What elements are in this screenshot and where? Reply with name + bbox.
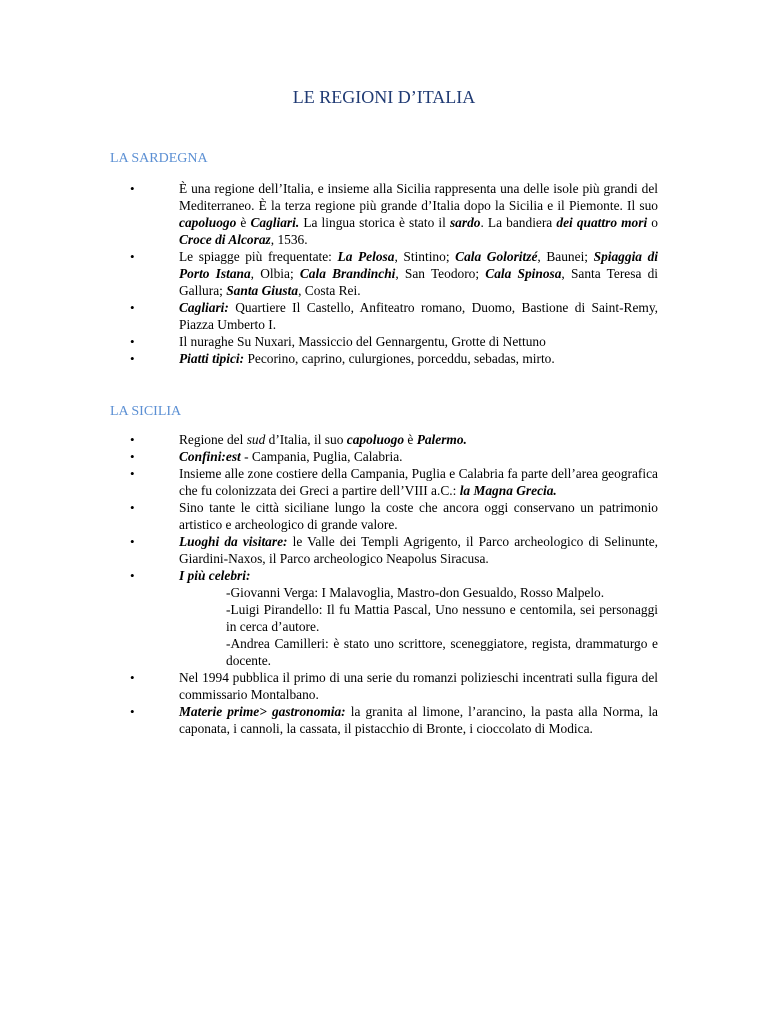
list-item: • Piatti tipici: Pecorino, caprino, culurgiones, porceddu, sebadas, mirto. [130,350,658,367]
list-item: • I più celebri: -Giovanni Verga: I Malavoglia, Mastro-don Gesualdo, Rosso Malpelo. -Luigi Pirandello: Il fu Mattia Pascal, Uno nessuno e centomila, sei personaggi in cerca d’autore. -Andrea Camilleri: è stato uno scrittore, sceneggiatore, regista, drammaturgo e docente. [130,567,658,669]
list-item: • Insieme alle zone costiere della Campania, Puglia e Calabria fa parte dell’area geografica che fu colonizzata dei Greci a partire dell’VIII a.C.: la Magna Grecia. [130,465,658,499]
sub-item: -Andrea Camilleri: è stato uno scrittore, sceneggiatore, regista, drammaturgo e docente. [226,636,658,668]
list-item: • Sino tante le città siciliane lungo la coste che ancora oggi conservano un patrimonio artistico e archeologico di grande valore. [130,499,658,533]
sicilia-list [130,431,658,737]
section-heading-sardegna: LA SARDEGNA [110,151,208,166]
page-title: LE REGIONI D’ITALIA [292,87,476,107]
list-item: • Le spiagge più frequentate: La Pelosa, Stintino; Cala Goloritzé, Baunei; Spiaggia di Porto Istana, Olbia; Cala Brandinchi, San Teodoro; Cala Spinosa, Santa Teresa di Gallura; Santa Giusta, Costa Rei. [130,248,658,299]
list-item: • Cagliari: Quartiere Il Castello, Anfiteatro romano, Duomo, Bastione di Saint-Remy, Piazza Umberto I. [130,299,658,333]
sub-item: -Giovanni Verga: I Malavoglia, Mastro-don Gesualdo, Rosso Malpelo. [226,585,605,600]
list-item: • Nel 1994 pubblica il primo di una serie du romanzi polizieschi incentrati sulla figura del commissario Montalbano. [130,669,658,703]
sardegna-list [130,180,658,367]
sub-item: -Luigi Pirandello: Il fu Mattia Pascal, Uno nessuno e centomila, sei personaggi in cerca d’autore. [226,602,658,634]
list-item: • Confini:est - Campania, Puglia, Calabria. [130,448,658,465]
list-item: • Materie prime> gastronomia: la granita al limone, l’arancino, la pasta alla Norma, la caponata, i cannoli, la cassata, il pistacchio di Bronte, i cioccolato di Modica. [130,703,658,737]
section-heading-sicilia: LA SICILIA [110,404,182,419]
list-item: • È una regione dell’Italia, e insieme alla Sicilia rappresenta una delle isole più grandi del Mediterraneo. È la terza regione più grande d’Italia dopo la Sicilia e il Piemonte. Il suo capoluogo è Cagliari. La lingua storica è stato il sardo. La bandiera dei quattro mori o Croce di Alcoraz, 1536. [130,180,658,248]
list-item: • Il nuraghe Su Nuxari, Massiccio del Gennargentu, Grotte di Nettuno [130,333,658,350]
list-item: • Regione del sud d’Italia, il suo capoluogo è Palermo. [130,431,658,448]
list-item: • Luoghi da visitare: le Valle dei Templi Agrigento, il Parco archeologico di Selinunte, Giardini-Naxos, il Parco archeologico Neapolus Siracusa. [130,533,658,567]
